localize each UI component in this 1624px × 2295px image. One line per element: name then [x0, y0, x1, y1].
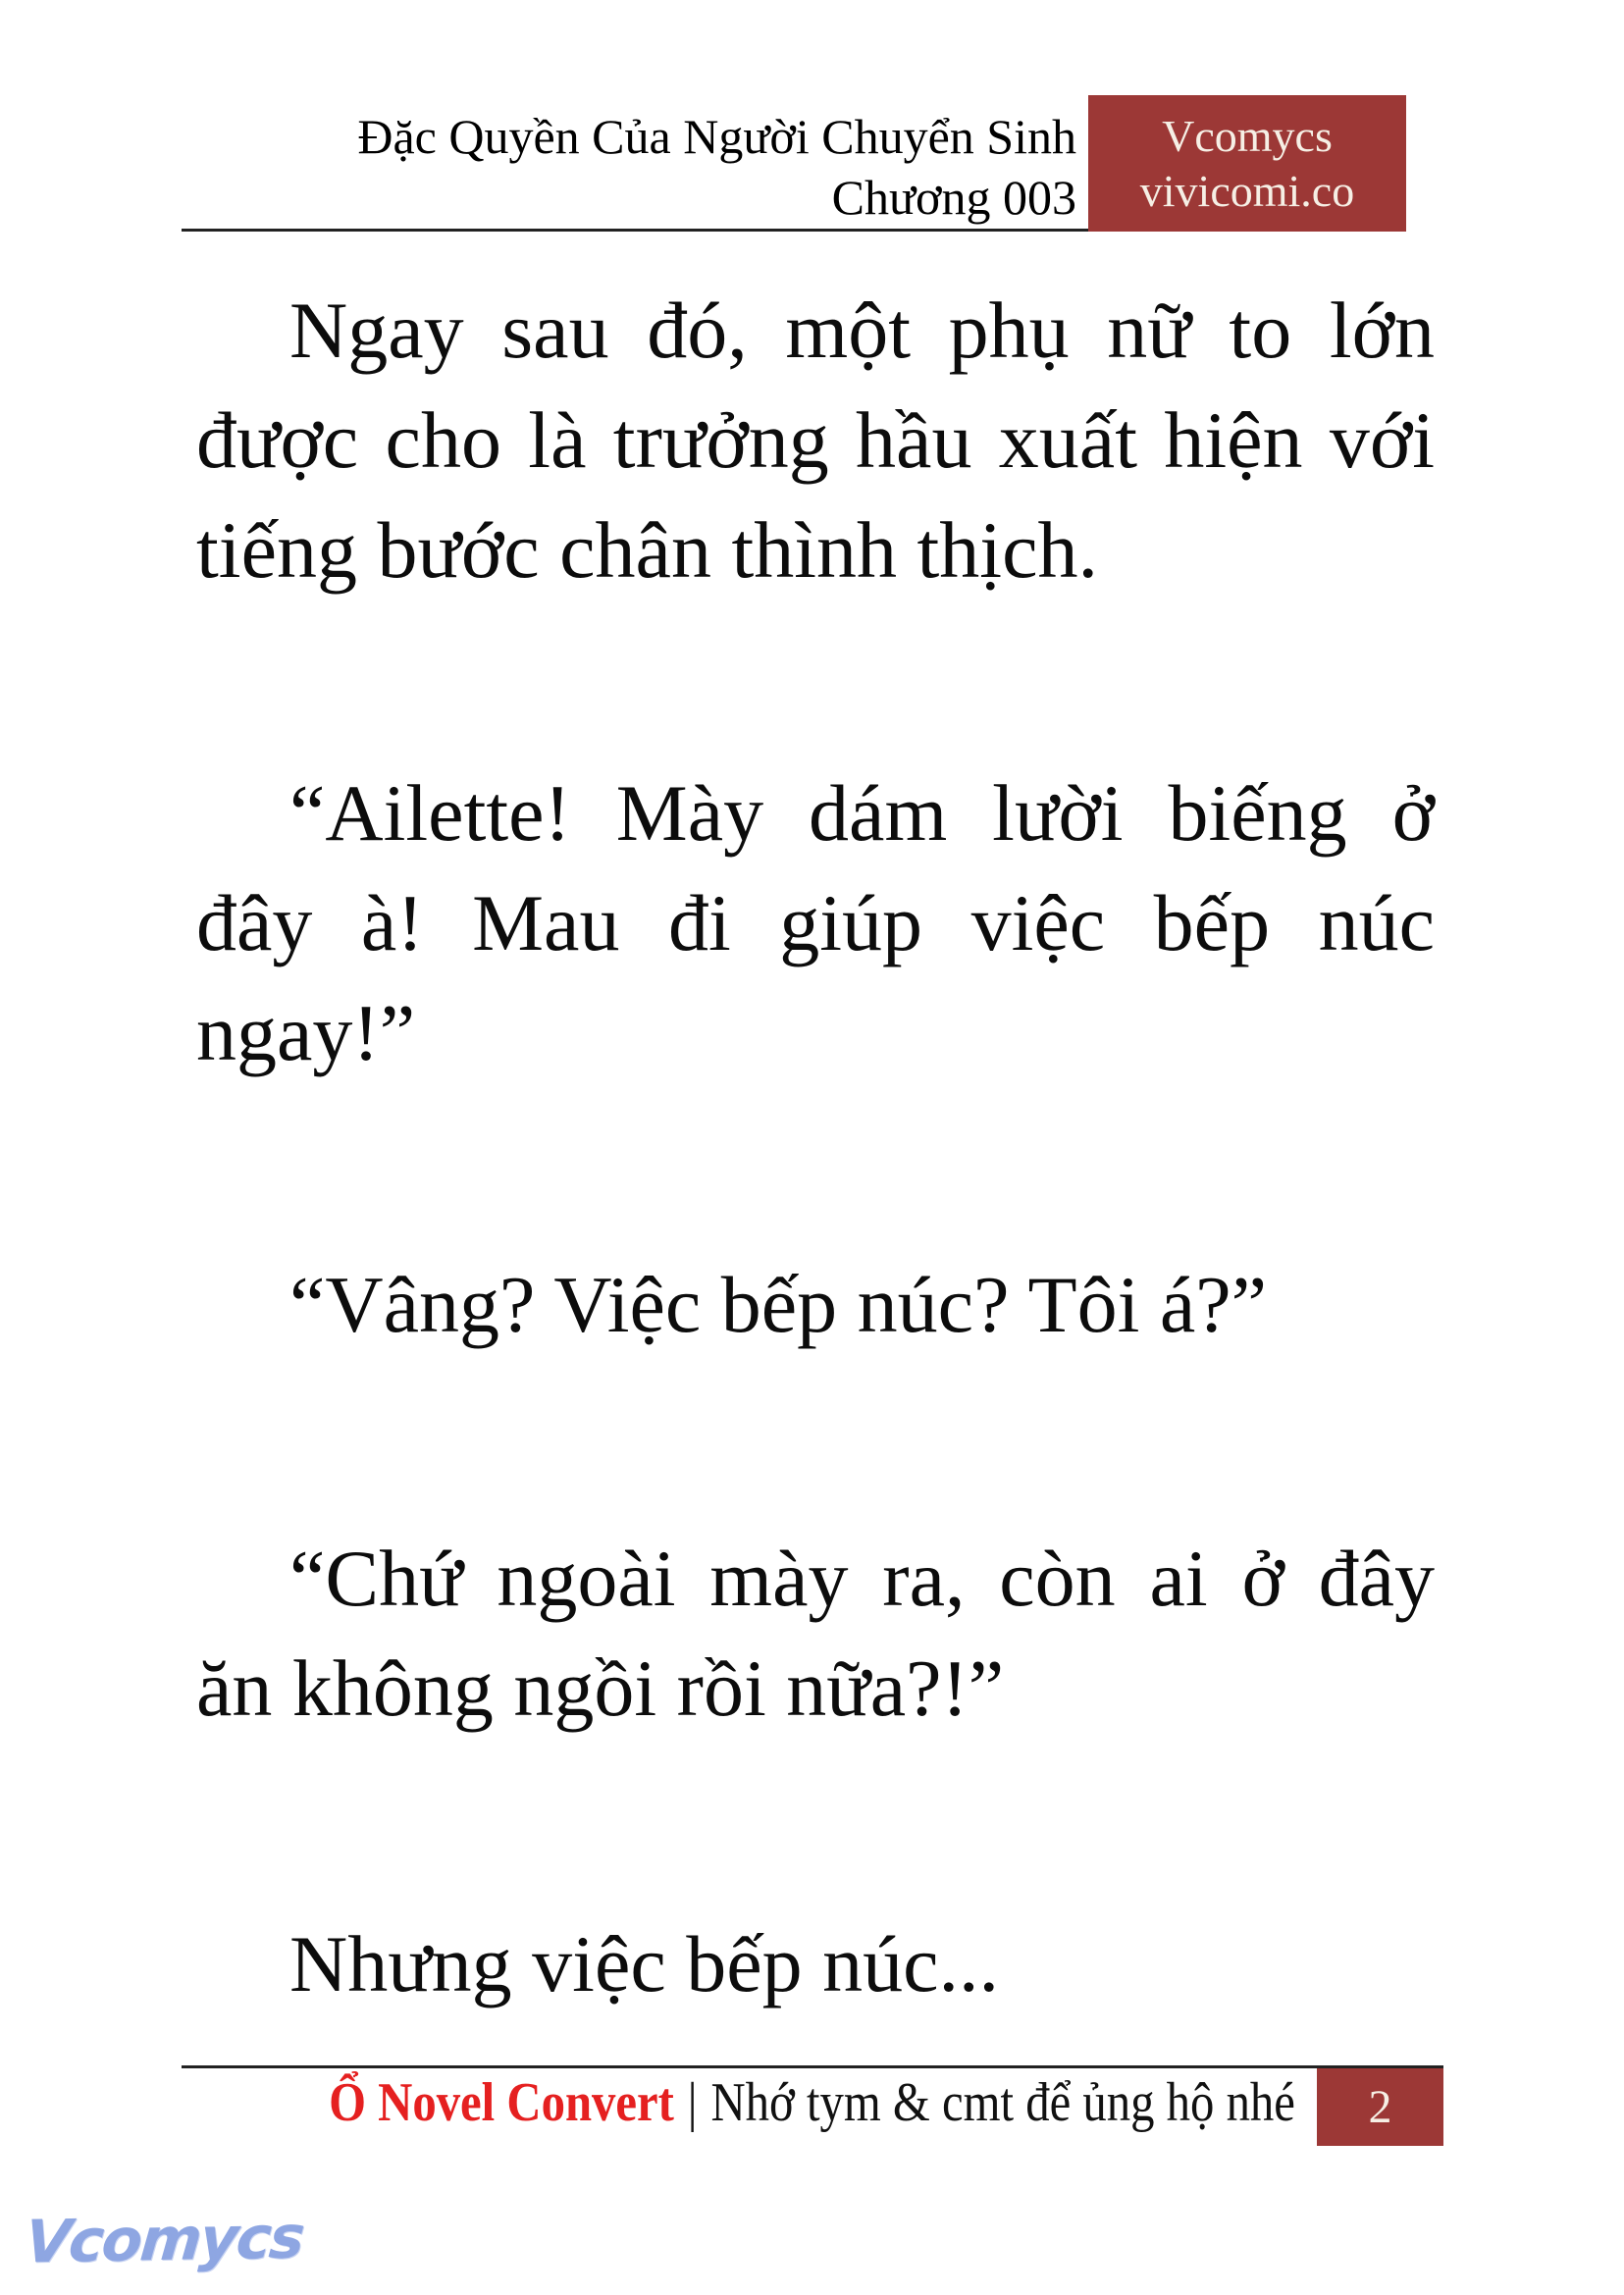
paragraph: [196, 1909, 1435, 2019]
text-line: ngay!”: [196, 988, 416, 1077]
text-line: được cho là trưởng hầu xuất hiện với: [196, 395, 1435, 485]
paragraph: [196, 1250, 1435, 1360]
footer-text: [264, 2068, 1361, 2137]
paragraph: [196, 758, 1435, 1088]
footer-brand: Ổ Novel Convert: [329, 2072, 674, 2133]
text-line: ăn không ngồi rồi nữa?!”: [196, 1643, 1005, 1733]
page-number-box: [1317, 2068, 1443, 2146]
text-line: “Chứ ngoài mày ra, còn ai ở đây: [289, 1534, 1435, 1623]
text-line: “Ailette! Mày dám lười biếng ở: [289, 768, 1435, 858]
badge-site: vivicomi.co: [1139, 165, 1355, 216]
book-title: Đặc Quyền Của Người Chuyển Sinh: [357, 109, 1076, 164]
paragraph: [196, 276, 1435, 605]
header-badge: [1088, 95, 1406, 232]
page-number: 2: [1368, 2081, 1392, 2133]
vcomycs-watermark-logo: Vcomycs: [22, 2203, 306, 2277]
footer-separator: |: [687, 2072, 698, 2133]
chapter-label: Chương 003: [831, 170, 1076, 225]
header-divider: [182, 229, 1089, 232]
badge-brand: Vcomycs: [1162, 110, 1333, 161]
text-line: Ngay sau đó, một phụ nữ to lớn: [289, 286, 1435, 375]
text-line: đây à! Mau đi giúp việc bếp núc: [196, 878, 1435, 967]
text-line: “Vâng? Việc bếp núc? Tôi á?”: [289, 1260, 1268, 1349]
paragraph: [196, 1524, 1435, 1744]
footer-note: Nhớ tym & cmt để ủng hộ nhé: [710, 2072, 1295, 2133]
text-line: tiếng bước chân thình thịch.: [196, 505, 1098, 595]
page-header: [0, 106, 1076, 228]
text-line: Nhưng việc bếp núc...: [289, 1919, 1000, 2008]
